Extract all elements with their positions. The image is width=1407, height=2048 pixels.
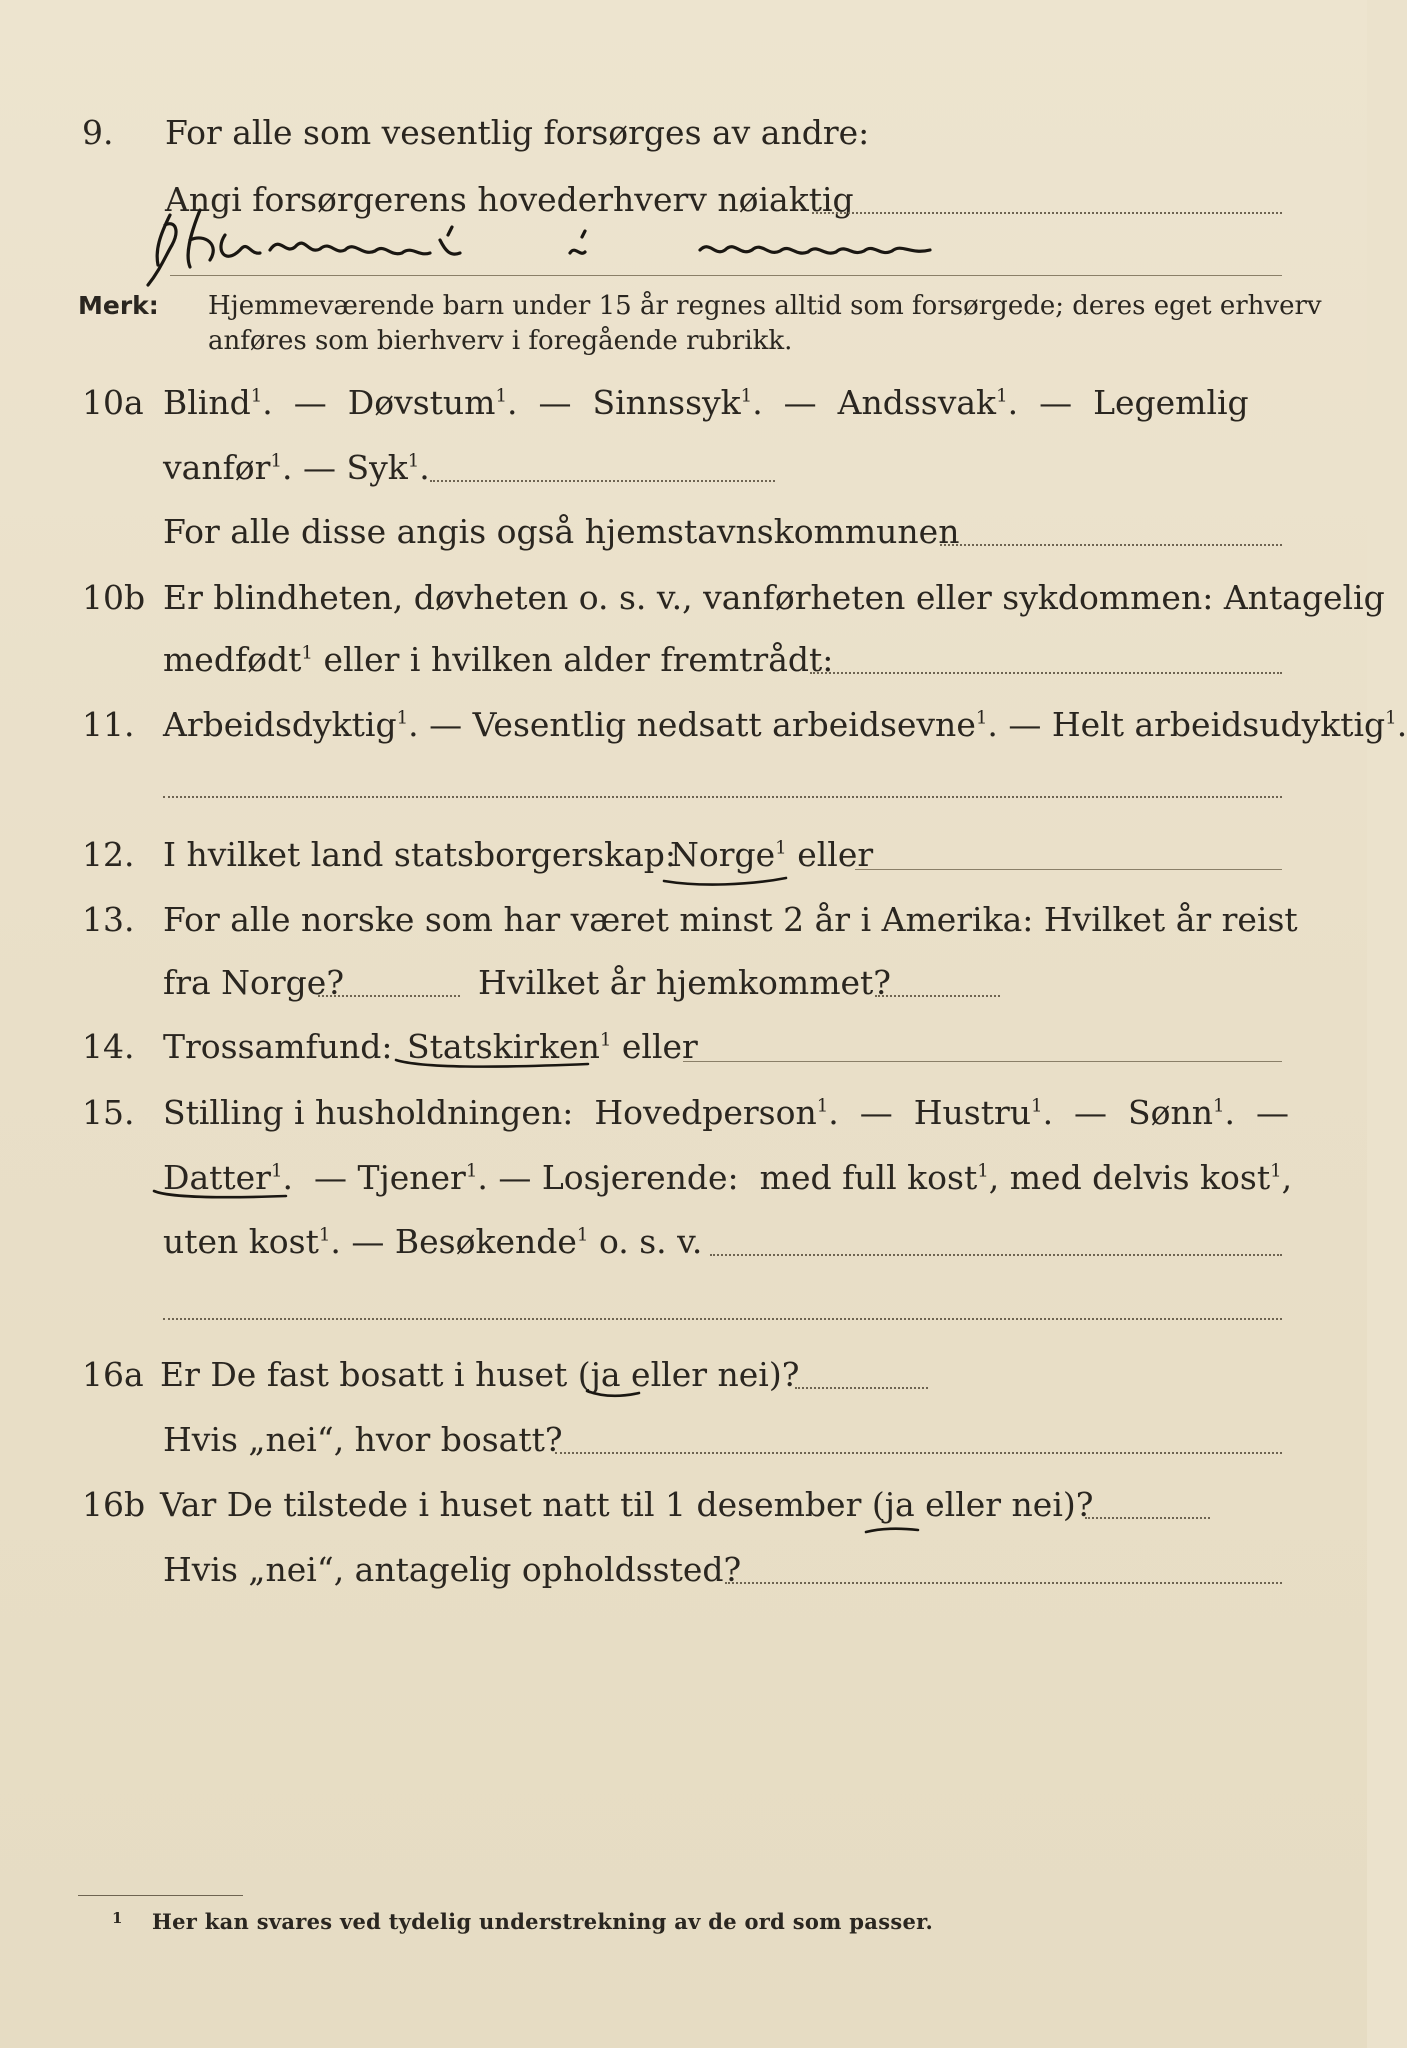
q16a-number: 16a <box>82 1355 144 1394</box>
statskirken-underline <box>392 1054 592 1072</box>
q15-options-line-3: uten kost$^1$. — Besøkende$^1$ o. s. v. <box>163 1222 703 1261</box>
option-udyktig: Helt arbeidsudyktig <box>1051 705 1386 744</box>
q16a-bosatt-line <box>555 1452 1282 1454</box>
q10b-answer-line <box>810 672 1282 674</box>
option-statskirken-wrap: Statskirken$^1$ eller <box>407 1027 698 1066</box>
option-tjener: Tjener <box>357 1158 466 1197</box>
option-medfodt: medfødt <box>163 640 302 679</box>
q10a-syk-line <box>430 480 775 482</box>
option-norge: Norge <box>670 835 776 874</box>
option-sonn: Sønn <box>1128 1093 1213 1132</box>
option-losjerende: Losjerende: <box>541 1158 739 1197</box>
q10b-alder-text: eller i hvilken alder fremtrådt: <box>323 640 834 679</box>
option-blind: Blind <box>163 383 251 422</box>
q16b-question: Var De tilstede i huset natt til 1 desember (ja eller nei)? <box>160 1485 1094 1524</box>
q10b-question-line-2: medfødt$^1$ eller i hvilken alder fremtrådt: <box>163 640 834 679</box>
q14-answer-line <box>683 1061 1282 1062</box>
q12-number: 12. <box>82 835 135 874</box>
q16b-opholdssted-line <box>725 1582 1282 1584</box>
option-med-delvis-kost: med delvis kost <box>1009 1158 1271 1197</box>
option-besokende: Besøkende <box>394 1222 577 1261</box>
q14-number: 14. <box>82 1027 135 1066</box>
option-legemlig: Legemlig <box>1093 383 1249 422</box>
q13-number: 13. <box>82 900 135 939</box>
footnote-text: Her kan svares ved tydelig understrekning av de ord som passer. <box>152 1909 934 1934</box>
option-statskirken: Statskirken <box>407 1027 600 1066</box>
handwriting-glyphs <box>130 195 1050 295</box>
ja-underline-16a <box>583 1385 643 1401</box>
q15-answer-line-1 <box>710 1254 1282 1256</box>
q15-options-line-2: Datter$^1$. — Tjener$^1$. — Losjerende: med full kost$^1$, med delvis kost$^1$, <box>163 1158 1293 1197</box>
option-hustru: Hustru <box>913 1093 1032 1132</box>
q16b-answer-line <box>1085 1517 1210 1519</box>
option-syk: Syk <box>346 448 408 487</box>
q12-question: I hvilket land statsborgerskap: <box>163 835 677 874</box>
option-arbeidsdyktig: Arbeidsdyktig <box>163 705 397 744</box>
option-hovedperson: Hovedperson <box>594 1093 817 1132</box>
option-norge-wrap: Norge$^1$ eller <box>670 835 874 874</box>
ja-underline-16b <box>862 1524 922 1538</box>
option-vanfor: vanfør <box>163 448 271 487</box>
q13-question: For alle norske som har været minst 2 år i Amerika: Hvilket år reist <box>163 900 1298 939</box>
option-datter: Datter <box>163 1158 271 1197</box>
q10b-question-line-1: Er blindheten, døvheten o. s. v., vanførheten eller sykdommen: Antagelig <box>163 578 1385 617</box>
option-uten-kost: uten kost <box>163 1222 319 1261</box>
datter-underline <box>150 1186 290 1202</box>
footnote-mark: 1 <box>112 1909 123 1927</box>
q10a-number: 10a <box>82 383 144 422</box>
q9-number: 9. <box>82 113 114 152</box>
q11-options: Arbeidsdyktig$^1$. — Vesentlig nedsatt arbeidsevne$^1$. — Helt arbeidsudyktig$^1$. <box>163 705 1407 744</box>
q9-answer-line-2 <box>170 275 1282 276</box>
q16a-bosatt-question: Hvis „nei“, hvor bosatt? <box>163 1420 563 1459</box>
q16a-question: Er De fast bosatt i huset (ja eller nei)? <box>160 1355 800 1394</box>
merk-label: Merk: <box>78 291 159 320</box>
q12-eller: eller <box>797 835 874 874</box>
merk-note-line-2: anføres som bierhverv i foregående rubrikk. <box>208 326 793 356</box>
q16a-answer-line <box>795 1387 928 1389</box>
q10a-hjemstavn-line <box>940 544 1282 546</box>
q14-eller: eller <box>621 1027 698 1066</box>
q10b-number: 10b <box>82 578 146 617</box>
q13-reist-label: fra Norge? <box>163 963 345 1002</box>
q13-reist-line <box>318 995 460 997</box>
q10a-options-line-2: vanfør$^1$. — Syk$^1$. <box>163 448 430 487</box>
q11-answer-line <box>163 796 1282 798</box>
q15-answer-line-2 <box>163 1318 1282 1320</box>
q15-question: Stilling i husholdningen: <box>163 1093 574 1132</box>
option-andssvak: Andssvak <box>837 383 997 422</box>
q10a-options-line-1: Blind$^1$. — Døvstum$^1$. — Sinnssyk$^1$. — Andssvak$^1$. — Legemlig <box>163 383 1249 422</box>
q16b-opholdssted-question: Hvis „nei“, antagelig opholdssted? <box>163 1550 742 1589</box>
q15-options-line-1: Stilling i husholdningen: Hovedperson$^1$. — Hustru$^1$. — Sønn$^1$. — <box>163 1093 1290 1132</box>
option-nedsatt: Vesentlig nedsatt arbeidsevne <box>472 705 976 744</box>
q15-number: 15. <box>82 1093 135 1132</box>
q10a-hjemstavn-question: For alle disse angis også hjemstavnskommunen <box>163 512 960 551</box>
footnote-rule <box>78 1895 243 1896</box>
q13-hjemkommet-line <box>875 995 1000 997</box>
norge-underline <box>660 873 790 889</box>
q13-hjemkommet-label: Hvilket år hjemkommet? <box>478 963 891 1002</box>
option-dovstum: Døvstum <box>347 383 496 422</box>
q16b-number: 16b <box>82 1485 146 1524</box>
merk-note-line-1: Hjemmeværende barn under 15 år regnes alltid som forsørgede; deres eget erhverv <box>208 291 1322 321</box>
q11-number: 11. <box>82 705 135 744</box>
q15-osv: o. s. v. <box>598 1222 703 1261</box>
q9-handwritten-answer <box>130 195 1050 295</box>
option-sinnssyk: Sinnssyk <box>592 383 741 422</box>
option-med-full-kost: med full kost <box>759 1158 978 1197</box>
q9-question: For alle som vesentlig forsørges av andre: <box>165 113 870 152</box>
q14-question: Trossamfund: <box>163 1027 393 1066</box>
q12-answer-line <box>855 869 1282 870</box>
q9-instruction: Angi forsørgerens hovederhverv nøiaktig <box>165 180 854 219</box>
